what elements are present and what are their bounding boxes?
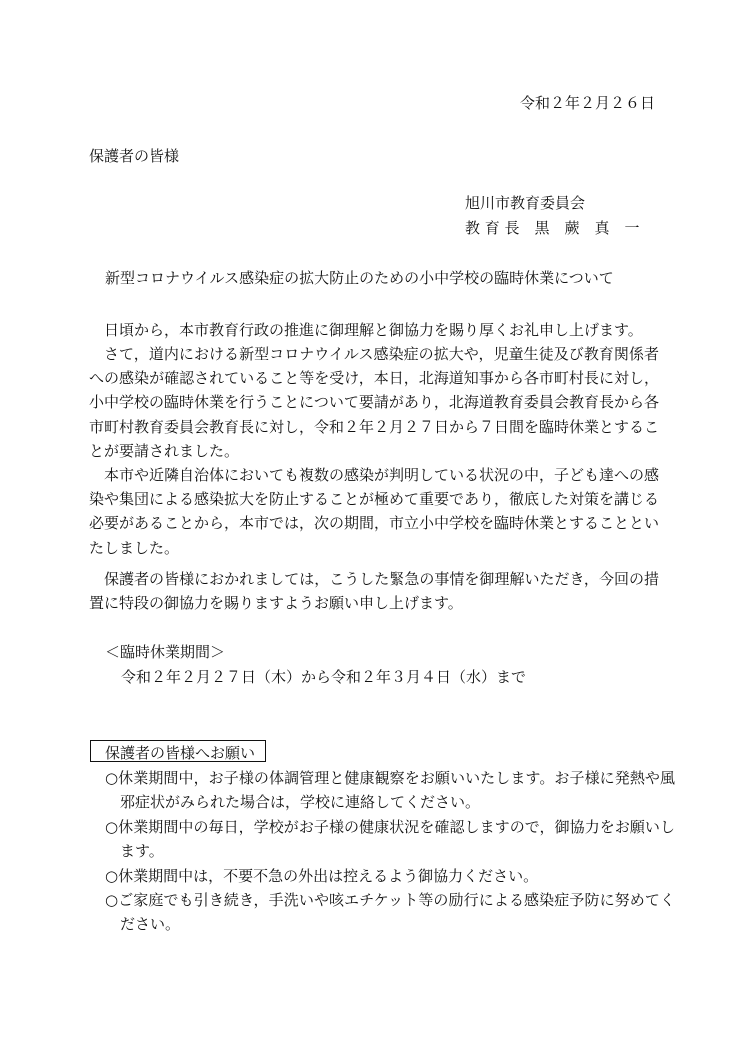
body-paragraph-greeting: 日頃から，本市教育行政の推進に御理解と御協力を賜り厚くお礼申し上げます。 — [104, 321, 643, 339]
request-item: ○休業期間中の毎日，学校がお子様の健康状況を確認しますので，御協力をお願いします。 — [105, 818, 675, 861]
request-title: 保護者の皆様へお願い — [105, 744, 256, 762]
document-subject: 新型コロナウイルス感染症の拡大防止のための小中学校の臨時休業について — [105, 269, 614, 287]
sender-name: 教 育 長 黒 蕨 真 一 — [465, 219, 640, 237]
document-date: 令和２年２月２６日 — [519, 94, 655, 112]
request-item: ○休業期間中は，不要不急の外出は控えるよう御協力ください。 — [105, 867, 539, 885]
body-paragraph-decision: 本市や近隣自治体においても複数の感染が判明している状況の中，子ども達への感染や集団による感染拡大を防止することが極めて重要であり，徹底した対策を講じる必要があることから，本市では，次の期間，市立小中学校を臨時休業とすることといたしました。 — [89, 466, 660, 557]
recipient-line: 保護者の皆様 — [89, 147, 180, 165]
closure-period-heading: ＜臨時休業期間＞ — [105, 643, 226, 661]
body-paragraph-background: さて，道内における新型コロナウイルス感染症の拡大や，児童生徒及び教育関係者への感染が確認されていること等を受け，本日，北海道知事から各市町村長に対し，小中学校の臨時休業を行うことについて要請があり，北海道教育委員会教育長から各市町村教育委員会教育長に対し，令和２年２月２７日から７日間を臨時休業とすることが要請されました。 — [89, 345, 660, 460]
request-item: ○ご家庭でも引き続き，手洗いや咳エチケット等の励行による感染症予防に努めてください。 — [105, 891, 675, 934]
body-paragraph-request: 保護者の皆様におかれましては，こうした緊急の事情を御理解いただき，今回の措置に特段の御協力を賜りますようお願い申し上げます。 — [89, 570, 659, 613]
sender-organization: 旭川市教育委員会 — [465, 194, 586, 212]
request-item: ○休業期間中，お子様の体調管理と健康観察をお願いいたします。お子様に発熱や風邪症状がみられた場合は，学校に連絡してください。 — [105, 769, 675, 812]
closure-period-dates: 令和２年２月２７日（木）から令和２年３月４日（水）まで — [121, 668, 527, 686]
